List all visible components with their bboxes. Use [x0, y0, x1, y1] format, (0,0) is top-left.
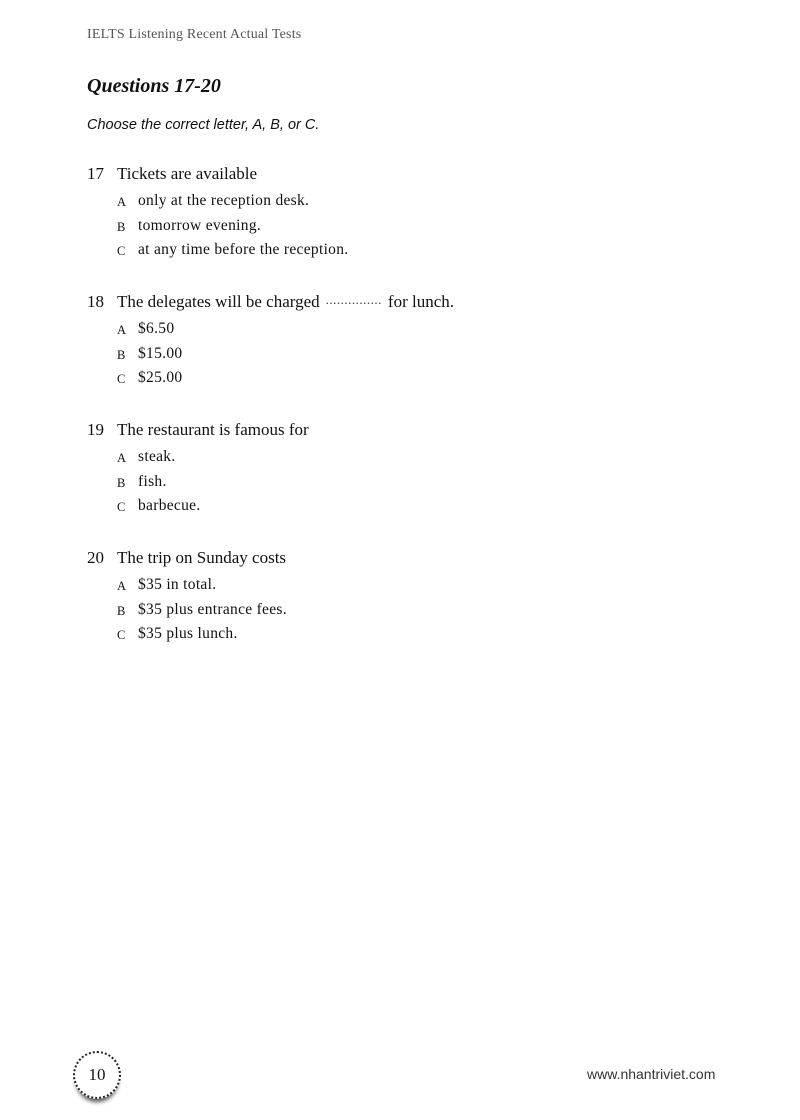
option-letter: A	[117, 451, 127, 465]
option-text: $35 plus entrance fees.	[138, 600, 287, 618]
option-text: barbecue.	[138, 497, 201, 514]
option-letter: C	[117, 500, 126, 514]
option-letter: A	[117, 195, 127, 209]
instructions: Choose the correct letter, A, B, or C.	[87, 117, 320, 133]
page-number-badge	[73, 1051, 121, 1099]
option-text: $35 plus lunch.	[138, 625, 238, 642]
option-letter: B	[117, 347, 126, 362]
option-b	[87, 601, 287, 626]
question-17	[87, 164, 348, 266]
option-a	[87, 448, 309, 473]
option-c	[87, 369, 454, 394]
option-text: steak.	[138, 448, 176, 465]
option-c	[87, 625, 287, 650]
option-text: $15.00	[138, 344, 183, 362]
option-letter: B	[117, 219, 126, 234]
option-letter: B	[117, 603, 126, 618]
section-title: Questions 17-20	[87, 75, 221, 97]
option-b	[87, 345, 454, 370]
page-number: 10	[88, 1065, 106, 1084]
question-number: 20	[87, 548, 104, 567]
question-text: Tickets are available	[117, 164, 258, 183]
option-b	[87, 473, 309, 498]
question-number: 18	[87, 292, 104, 311]
option-text: fish.	[138, 472, 167, 490]
question-18	[87, 292, 454, 394]
option-letter: C	[117, 244, 126, 258]
question-number: 19	[87, 420, 104, 439]
option-text: $35 in total.	[138, 576, 217, 593]
option-letter: A	[117, 323, 127, 337]
option-a	[87, 576, 287, 601]
question-number: 17	[87, 164, 104, 183]
option-c	[87, 497, 309, 522]
option-text: tomorrow evening.	[138, 216, 262, 234]
question-20	[87, 548, 287, 650]
option-letter: A	[117, 579, 127, 593]
question-19	[87, 420, 309, 522]
question-text: The delegates will be charged	[117, 292, 320, 311]
option-a	[87, 320, 454, 345]
option-a	[87, 192, 348, 217]
option-letter: B	[117, 475, 126, 490]
option-text: at any time before the reception.	[138, 241, 349, 258]
option-text: $6.50	[138, 320, 175, 337]
option-text: only at the reception desk.	[138, 192, 310, 209]
option-b	[87, 217, 348, 242]
option-text: $25.00	[138, 369, 183, 386]
running-header: IELTS Listening Recent Actual Tests	[87, 27, 302, 42]
option-c	[87, 241, 348, 266]
option-letter: C	[117, 372, 126, 386]
answer-blank: ...............	[325, 292, 382, 307]
question-text-after: for lunch.	[387, 292, 454, 311]
footer-url: www.nhantriviet.com	[587, 1066, 716, 1082]
option-letter: C	[117, 628, 126, 642]
question-text: The trip on Sunday costs	[117, 548, 287, 567]
question-text: The restaurant is famous for	[117, 420, 309, 439]
